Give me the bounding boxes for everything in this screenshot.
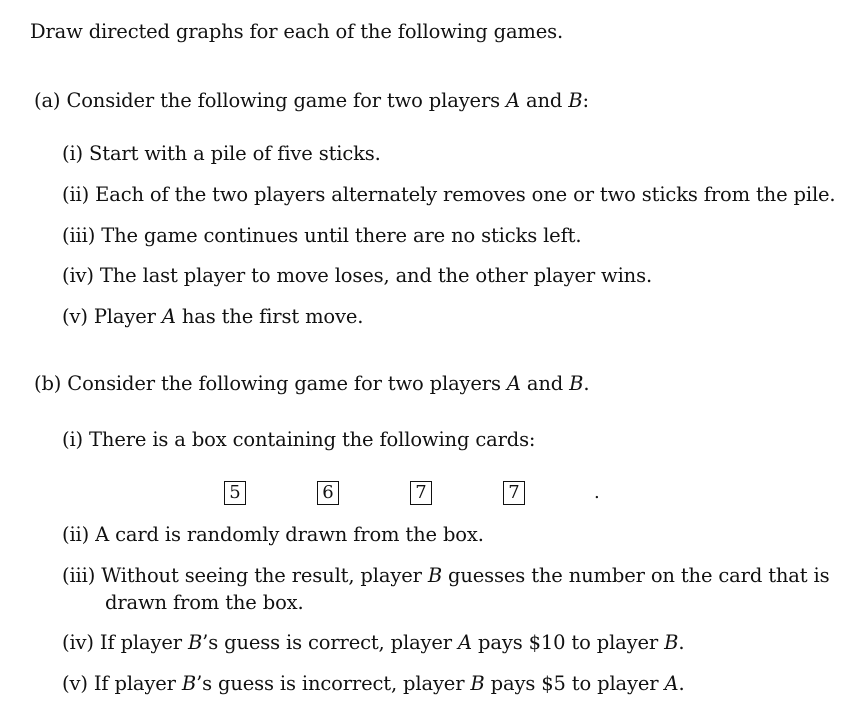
part-b-item-iii-pre: (iii) Without seeing the result, player	[62, 564, 428, 587]
part-b-item-iv	[62, 631, 684, 655]
player-a-var: A	[506, 89, 520, 112]
part-b-item-iii-continuation: drawn from the box.	[105, 591, 304, 614]
part-a-heading-mid: and	[519, 89, 569, 112]
part-b-item-iv-post: .	[678, 631, 685, 654]
part-b-item-v-post: .	[678, 672, 685, 695]
player-a-var: A	[506, 372, 521, 395]
part-a-item-v-post: has the first move.	[175, 305, 364, 328]
part-b-item-iv-mid1: ’s guess is correct, player	[202, 631, 459, 654]
part-b-item-v-mid1: ’s guess is incorrect, player	[196, 672, 471, 695]
part-b-heading-post: .	[583, 372, 590, 395]
part-b-item-v-pre: (v) If player	[62, 672, 182, 695]
part-a-item-v-pre: (v) Player	[62, 305, 162, 328]
part-b-heading-mid: and	[520, 372, 570, 395]
part-a-item-ii: (ii) Each of the two players alternately removes one or two sticks from the pile.	[62, 183, 836, 206]
player-var: B	[664, 631, 679, 654]
player-var: B	[181, 672, 197, 695]
card-6: 6	[317, 481, 339, 505]
part-a-heading	[34, 89, 589, 113]
card-7-second: 7	[503, 481, 525, 505]
part-a-heading-post: :	[582, 89, 589, 112]
part-b-item-iv-mid2: pays $10 to player	[471, 631, 665, 654]
part-b-item-i: (i) There is a box containing the following cards:	[62, 428, 536, 451]
player-b-var: B	[568, 89, 583, 112]
part-b-item-v-mid2: pays $5 to player	[484, 672, 665, 695]
part-b-item-v	[62, 672, 685, 696]
player-var: B	[470, 672, 485, 695]
player-var: A	[664, 672, 679, 695]
part-a-item-iv: (iv) The last player to move loses, and the other player wins.	[62, 264, 652, 287]
card-7: 7	[410, 481, 432, 505]
part-b-item-iii-post: guesses the number on the card that is	[442, 564, 830, 587]
player-var: B	[187, 631, 203, 654]
part-b-item-ii: (ii) A card is randomly drawn from the box.	[62, 523, 484, 546]
player-var: A	[161, 305, 176, 328]
part-a-item-iii: (iii) The game continues until there are no sticks left.	[62, 224, 582, 247]
part-b-heading-pre: (b) Consider the following game for two players	[34, 372, 507, 395]
player-b-var: B	[569, 372, 584, 395]
player-var: B	[427, 564, 442, 587]
part-a-heading-pre: (a) Consider the following game for two players	[34, 89, 507, 112]
card-5: 5	[224, 481, 246, 505]
player-var: A	[458, 631, 472, 654]
cards-end-period: .	[594, 482, 600, 503]
intro-text: Draw directed graphs for each of the following games.	[30, 20, 564, 43]
part-b-item-iv-pre: (iv) If player	[62, 631, 188, 654]
part-b-heading	[34, 372, 589, 396]
part-a-item-v	[62, 305, 363, 329]
part-b-item-iii	[62, 564, 829, 588]
part-a-item-i: (i) Start with a pile of five sticks.	[62, 142, 381, 165]
